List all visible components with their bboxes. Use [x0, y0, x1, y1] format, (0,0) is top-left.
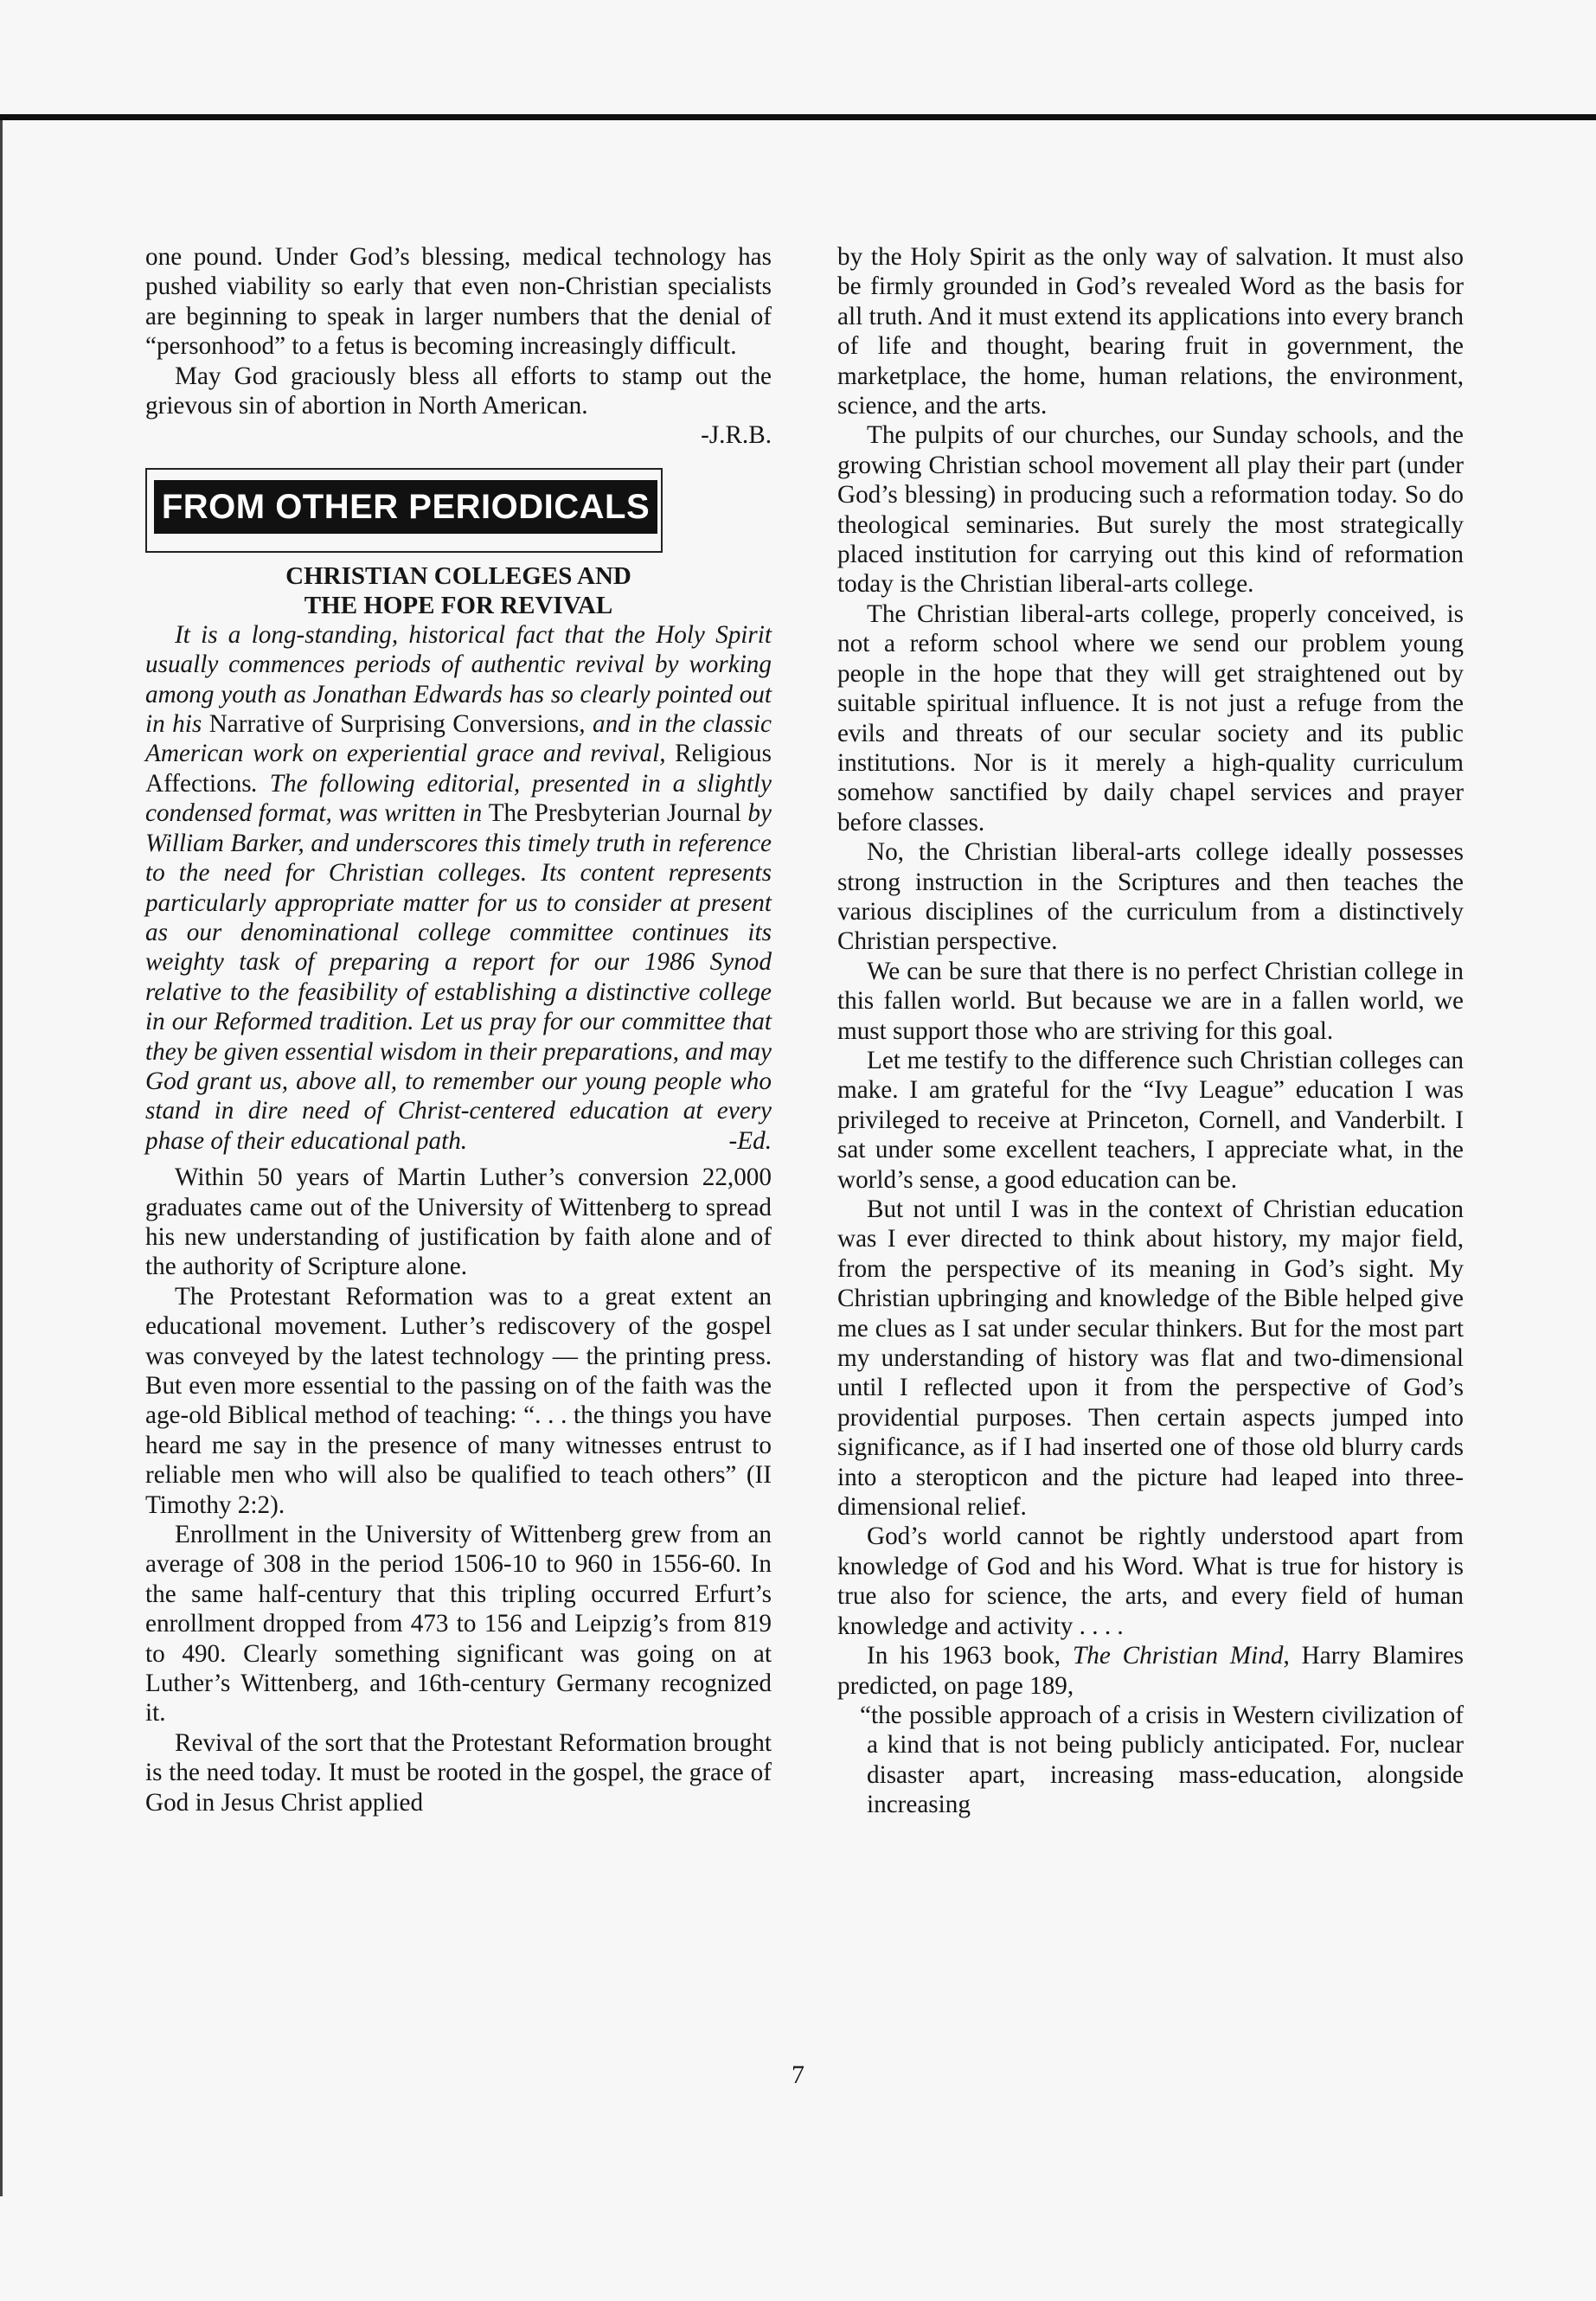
paragraph: The Protestant Reformation was to a great extent an educational movement. Luther’s rediscovery of the gospel was conveyed by the latest technology — the printing press. But even more essential to the passing on of the faith was the age-old Biblical method of teaching: “. . . the things you have heard me say in the presence of many witnesses entrust to reliable men who will also be qualified to teach others” (II Timothy 2:2).	[145, 1282, 772, 1519]
paragraph: The Christian liberal-arts college, properly conceived, is not a reform school where we send our problem young people in the hope that they will get straightened out by suitable spiritual influence. It is not just a refuge from the evils and threats of our secular society and its public institutions. Nor is it merely a high-quality curriculum somehow sanctified by daily chapel services and prayer before classes.	[837, 599, 1464, 836]
editorial-note	[145, 620, 772, 1156]
paragraph	[837, 1641, 1464, 1701]
paragraph: one pound. Under God’s blessing, medical technology has pushed viability so early that even non-Christian specialists are beginning to speak in larger numbers that the denial of “personhood” to a fetus is becoming increasingly difficult.	[145, 243, 772, 361]
left-column	[145, 242, 772, 1817]
paragraph: No, the Christian liberal-arts college ideally possesses strong instruction in the Scriptures and then teaches the various disciplines of the curriculum from a distinctively Christian perspective.	[837, 838, 1464, 956]
paragraph: Revival of the sort that the Protestant Reformation brought is the need today. It must be rooted in the gospel, the grace of God in Jesus Christ applied	[145, 1728, 772, 1817]
ed-seg: . The following editorial, presented in a slightly condensed format, was written in	[145, 769, 772, 828]
signature: -J.R.B.	[701, 421, 772, 450]
paragraph: But not until I was in the context of Christian education was I ever directed to think about history, my major field, from the perspective of its meaning in God’s sight. My Christian upbringing and knowledge of the Bible helped give me clues as I sat under secular thinkers. But for the most part my understanding of history was flat and two-dimensional until I reflected upon it from the perspective of God’s providential purposes. Then certain aspects jumped into significance, as if I had inserted one of those old blurry cards into a steropticon and the picture had leaped into three-dimensional relief.	[837, 1195, 1464, 1522]
editorial-signature: -Ed.	[728, 1126, 772, 1155]
paragraph: God’s world cannot be rightly understood apart from knowledge of God and his Word. What is true for history is true also for science, the arts, and every field of human knowledge and activity . . . .	[837, 1522, 1464, 1640]
paragraph: Let me testify to the difference such Christian colleges can make. I am grateful for the “Ivy League” education I was privileged to receive at Princeton, Cornell, and Vanderbilt. I sat under some excellent teachers, I appreciate what, in the world’s sense, a good education can be.	[837, 1046, 1464, 1194]
section-banner: FROM OTHER PERIODICALS	[154, 480, 657, 534]
paragraph: The pulpits of our churches, our Sunday schools, and the growing Christian school movement all play their part (under God’s blessing) in producing such a reformation today. So do theological seminaries. But surely the most strategically placed institution for carrying out this kind of reformation today is the Christian liberal-arts college.	[837, 421, 1464, 599]
article-title	[145, 561, 772, 620]
block-quote: “the possible approach of a crisis in Western civilization of a kind that is not being publicly anticipated. For, nuclear disaster apart, increasing mass-education, alongside increasing	[860, 1701, 1464, 1819]
ed-seg: The Presbyterian Journal	[488, 799, 741, 828]
section-banner-box	[145, 468, 663, 553]
ed-seg: by William Barker, and underscores this timely truth in reference to the need for Christian colleges. Its content represents particularly appropriate matter for us to consider at present as our denominational college committee continues its weighty task of preparing a report for our 1986 Synod relative to the feasibility of establishing a distinctive college in our Reformed tradition. Let us pray for our committee that they be given essential wisdom in their preparations, and may God grant us, above all, to remember our young people who stand in dire need of Christ-centered education at every phase of their educational path.	[145, 799, 772, 1155]
paragraph: by the Holy Spirit as the only way of salvation. It must also be firmly grounded in God’s revealed Word as the basis for all truth. And it must extend its applications into every branch of life and thought, bearing fruit in government, the marketplace, the home, human relations, the environment, science, and the arts.	[837, 243, 1464, 420]
scan-left-edge	[0, 120, 3, 2196]
scan-top-border	[0, 114, 1596, 120]
title-line: THE HOPE FOR REVIVAL	[304, 591, 613, 619]
book-title: The Christian Mind	[1073, 1642, 1284, 1670]
text-seg: , Harry Blamires predicted, on page 189,	[837, 1642, 1465, 1700]
ed-seg: , and in the classic American work on experiential grace and revival,	[145, 710, 772, 768]
ed-seg: Religious Affections	[145, 740, 772, 798]
paragraph: May God graciously bless all efforts to stamp out the grievous sin of abortion in North American.	[145, 362, 772, 420]
right-column	[837, 242, 1464, 1820]
ed-seg: It is a long-standing, historical fact that the Holy Spirit usually commences periods of authentic revival by working among youth as Jonathan Edwards has so clearly pointed out in his	[145, 620, 772, 739]
ed-seg: Narrative of Surprising Conversions	[208, 710, 580, 739]
paragraph: We can be sure that there is no perfect Christian college in this fallen world. But because we are in a fallen world, we must support those who are striving for this goal.	[837, 957, 1464, 1045]
title-line: CHRISTIAN COLLEGES AND	[285, 561, 631, 590]
paragraph: Within 50 years of Martin Luther’s conversion 22,000 graduates came out of the University of Wittenberg to spread his new understanding of justification by faith alone and of the authority of Scripture alone.	[145, 1163, 772, 1281]
page-number: 7	[792, 2061, 804, 2089]
paragraph: Enrollment in the University of Wittenberg grew from an average of 308 in the period 1506-10 to 960 in 1556-60. In the same half-century that this tripling occurred Erfurt’s enrollment dropped from 473 to 156 and Leipzig’s from 819 to 490. Clearly something significant was going on at Luther’s Wittenberg, and 16th-century Germany recognized it.	[145, 1521, 772, 1727]
text-seg: In his 1963 book,	[867, 1642, 1073, 1670]
